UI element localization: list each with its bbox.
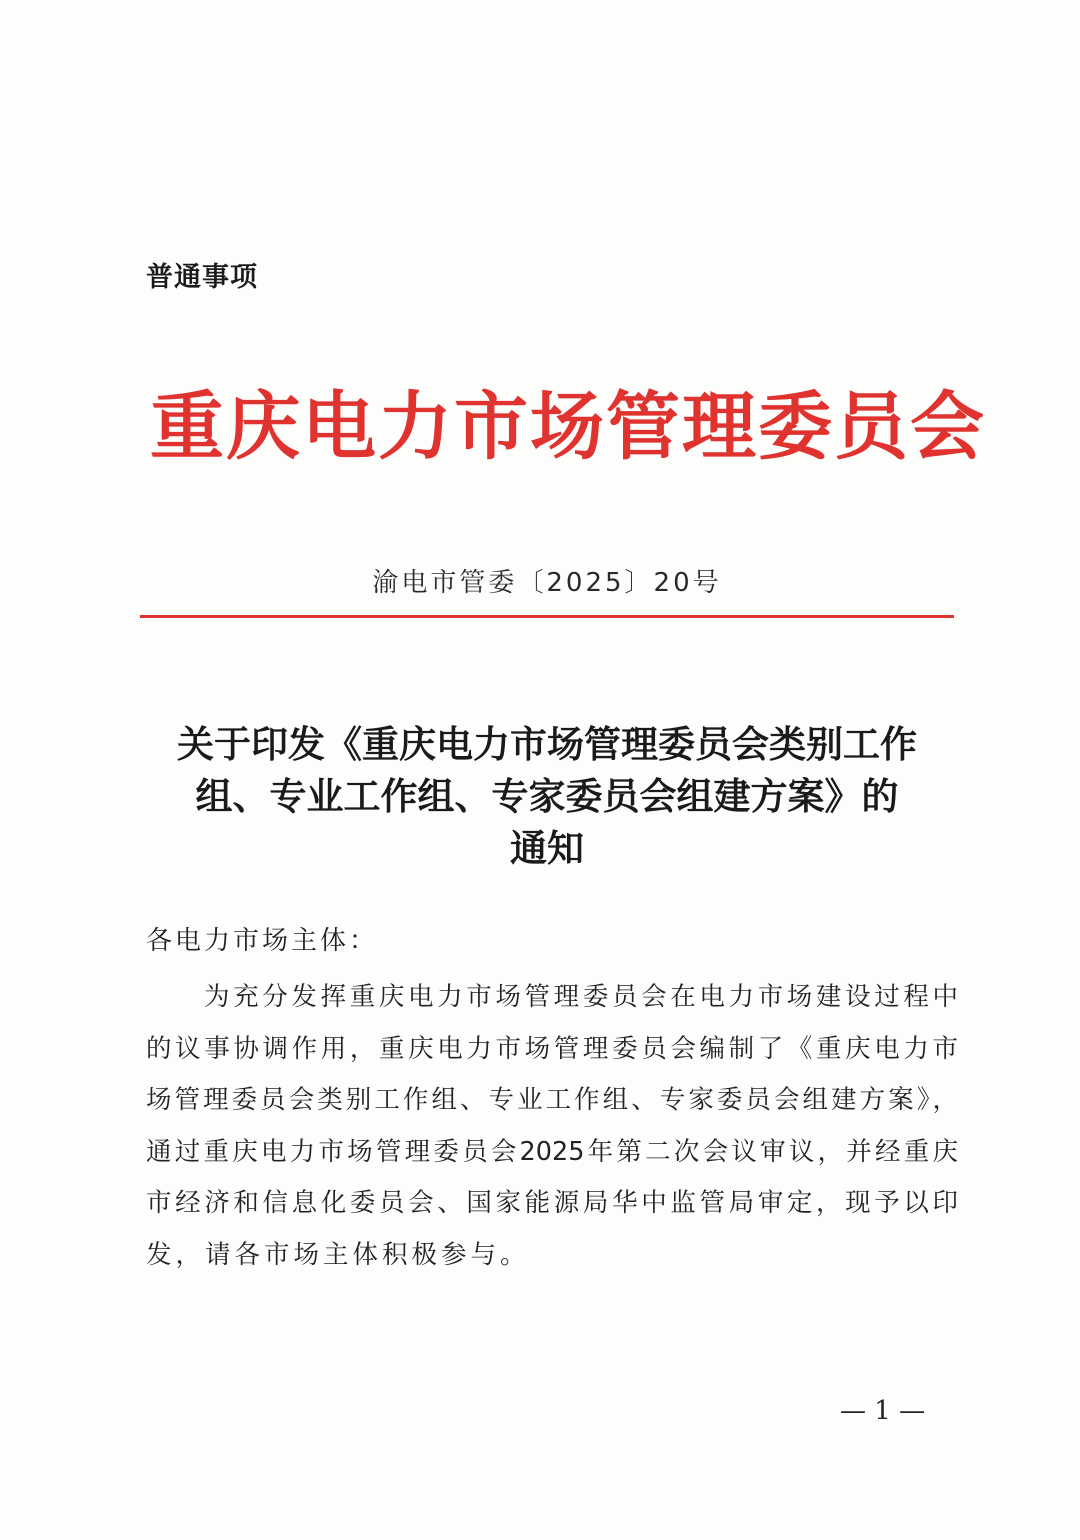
red-separator-line (140, 615, 954, 618)
title-line-3: 通知 (510, 826, 584, 870)
body-paragraph (146, 972, 958, 1281)
issuer-heading: 重庆电力市场管理委员会 (150, 384, 986, 470)
body-line-3: 场管理委员会类别工作组、专业工作组、专家委员会组建方案》， (146, 1085, 958, 1115)
title-line-1: 关于印发《重庆电力市场管理委员会类别工作 (177, 722, 917, 766)
document-title (140, 718, 954, 874)
document-category: 普通事项 (146, 262, 258, 293)
salutation: 各电力市场主体： (146, 926, 379, 956)
body-line-2: 的议事协调作用，重庆电力市场管理委员会编制了《重庆电力市 (146, 1033, 958, 1064)
body-line-6: 发，请各市场主体积极参与。 (146, 1239, 530, 1270)
title-line-2: 组、专业工作组、专家委员会组建方案》的 (195, 774, 899, 818)
body-line-5: 市经济和信息化委员会、国家能源局华中监管局审定，现予以印 (146, 1188, 958, 1218)
page-number: — 1 — (840, 1396, 926, 1426)
document-number: 渝电市管委〔2025〕20号 (372, 568, 722, 598)
body-line-4: 通过重庆电力市场管理委员会2025年第二次会议审议，并经重庆 (146, 1136, 958, 1167)
body-line-1: 为充分发挥重庆电力市场管理委员会在电力市场建设过程中 (204, 982, 958, 1012)
